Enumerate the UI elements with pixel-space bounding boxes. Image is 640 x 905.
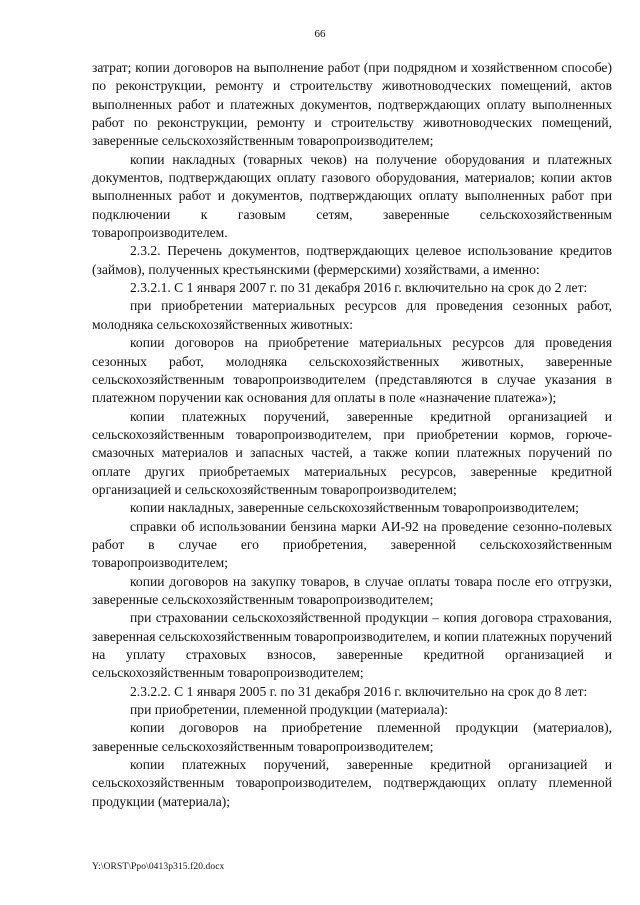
paragraph: копии договоров на приобретение племенной продукции (материалов), заверенные сельскохозяйственным товаропроизводителем; bbox=[92, 720, 612, 754]
paragraph: копии договоров на закупку товаров, в случае оплаты товара после его отгрузки, заверенные сельскохозяйственным товаропроизводителем; bbox=[92, 573, 612, 607]
paragraph: 2.3.2. Перечень документов, подтверждающих целевое использование кредитов (займов), полученных крестьянскими (фермерскими) хозяйствами, а именно: bbox=[92, 243, 612, 277]
paragraph: копии договоров на приобретение материальных ресурсов для проведения сезонных работ, молодняка сельскохозяйственных животных, заверенные сельскохозяйственным товаропроизводителем (представляются в случае указания в платежном поручении как основания для оплаты в поле «назначение платежа»); bbox=[92, 335, 612, 406]
paragraph: при приобретении, племенной продукции (материала): bbox=[130, 702, 449, 718]
paragraph: копии накладных, заверенные сельскохозяйственным товаропроизводителем; bbox=[130, 500, 579, 516]
document-body bbox=[92, 59, 612, 811]
paragraph: 2.3.2.1. С 1 января 2007 г. по 31 декабря 2016 г. включительно на срок до 2 лет: bbox=[130, 280, 588, 296]
paragraph: затрат; копии договоров на выполнение работ (при подрядном и хозяйственном способе) по реконструкции, ремонту и строительству животноводческих помещений, актов выполненных работ и платежных документов, подтверждающих оплату выполненных работ по реконструкции, ремонту и строительству животноводческих помещений, заверенные сельскохозяйственным товаропроизводителем; bbox=[92, 60, 612, 149]
paragraph: копии платежных поручений, заверенные кредитной организацией и сельскохозяйственным товаропроизводителем, подтверждающих оплату племенной продукции (материала); bbox=[92, 757, 612, 809]
paragraph: справки об использовании бензина марки АИ-92 на проведение сезонно-полевых работ в случае его приобретения, заверенной сельскохозяйственным товаропроизводителем; bbox=[92, 518, 612, 571]
file-path-footer: Y:\ORST\Ppo\0413p315.f20.docx bbox=[92, 862, 225, 872]
paragraph: при приобретении материальных ресурсов для проведения сезонных работ, молодняка сельскохозяйственных животных: bbox=[92, 298, 612, 332]
page-number: 66 bbox=[314, 28, 326, 40]
paragraph: копии платежных поручений, заверенные кредитной организацией и сельскохозяйственным товаропроизводителем, при приобретении кормов, горюче-смазочных материалов и запасных частей, а также копии платежных поручений по оплате других приобретаемых материальных ресурсов, заверенные кредитной организацией и сельскохозяйственным товаропроизводителем; bbox=[92, 408, 612, 497]
paragraph: 2.3.2.2. С 1 января 2005 г. по 31 декабря 2016 г. включительно на срок до 8 лет: bbox=[130, 683, 588, 699]
paragraph: при страховании сельскохозяйственной продукции – копия договора страхования, заверенная сельскохозяйственным товаропроизводителем, и копии платежных поручений на уплату страховых взносов, заверенные кредитной организацией и сельскохозяйственным товаропроизводителем; bbox=[92, 610, 613, 681]
paragraph: копии накладных (товарных чеков) на получение оборудования и платежных документов, подтверждающих оплату газового оборудования, материалов; копии актов выполненных работ и документов, подтверждающих оплату выполненных работ при подключении к газовым сетям, заверенные сельскохозяйственным товаропроизводителем. bbox=[92, 151, 612, 241]
